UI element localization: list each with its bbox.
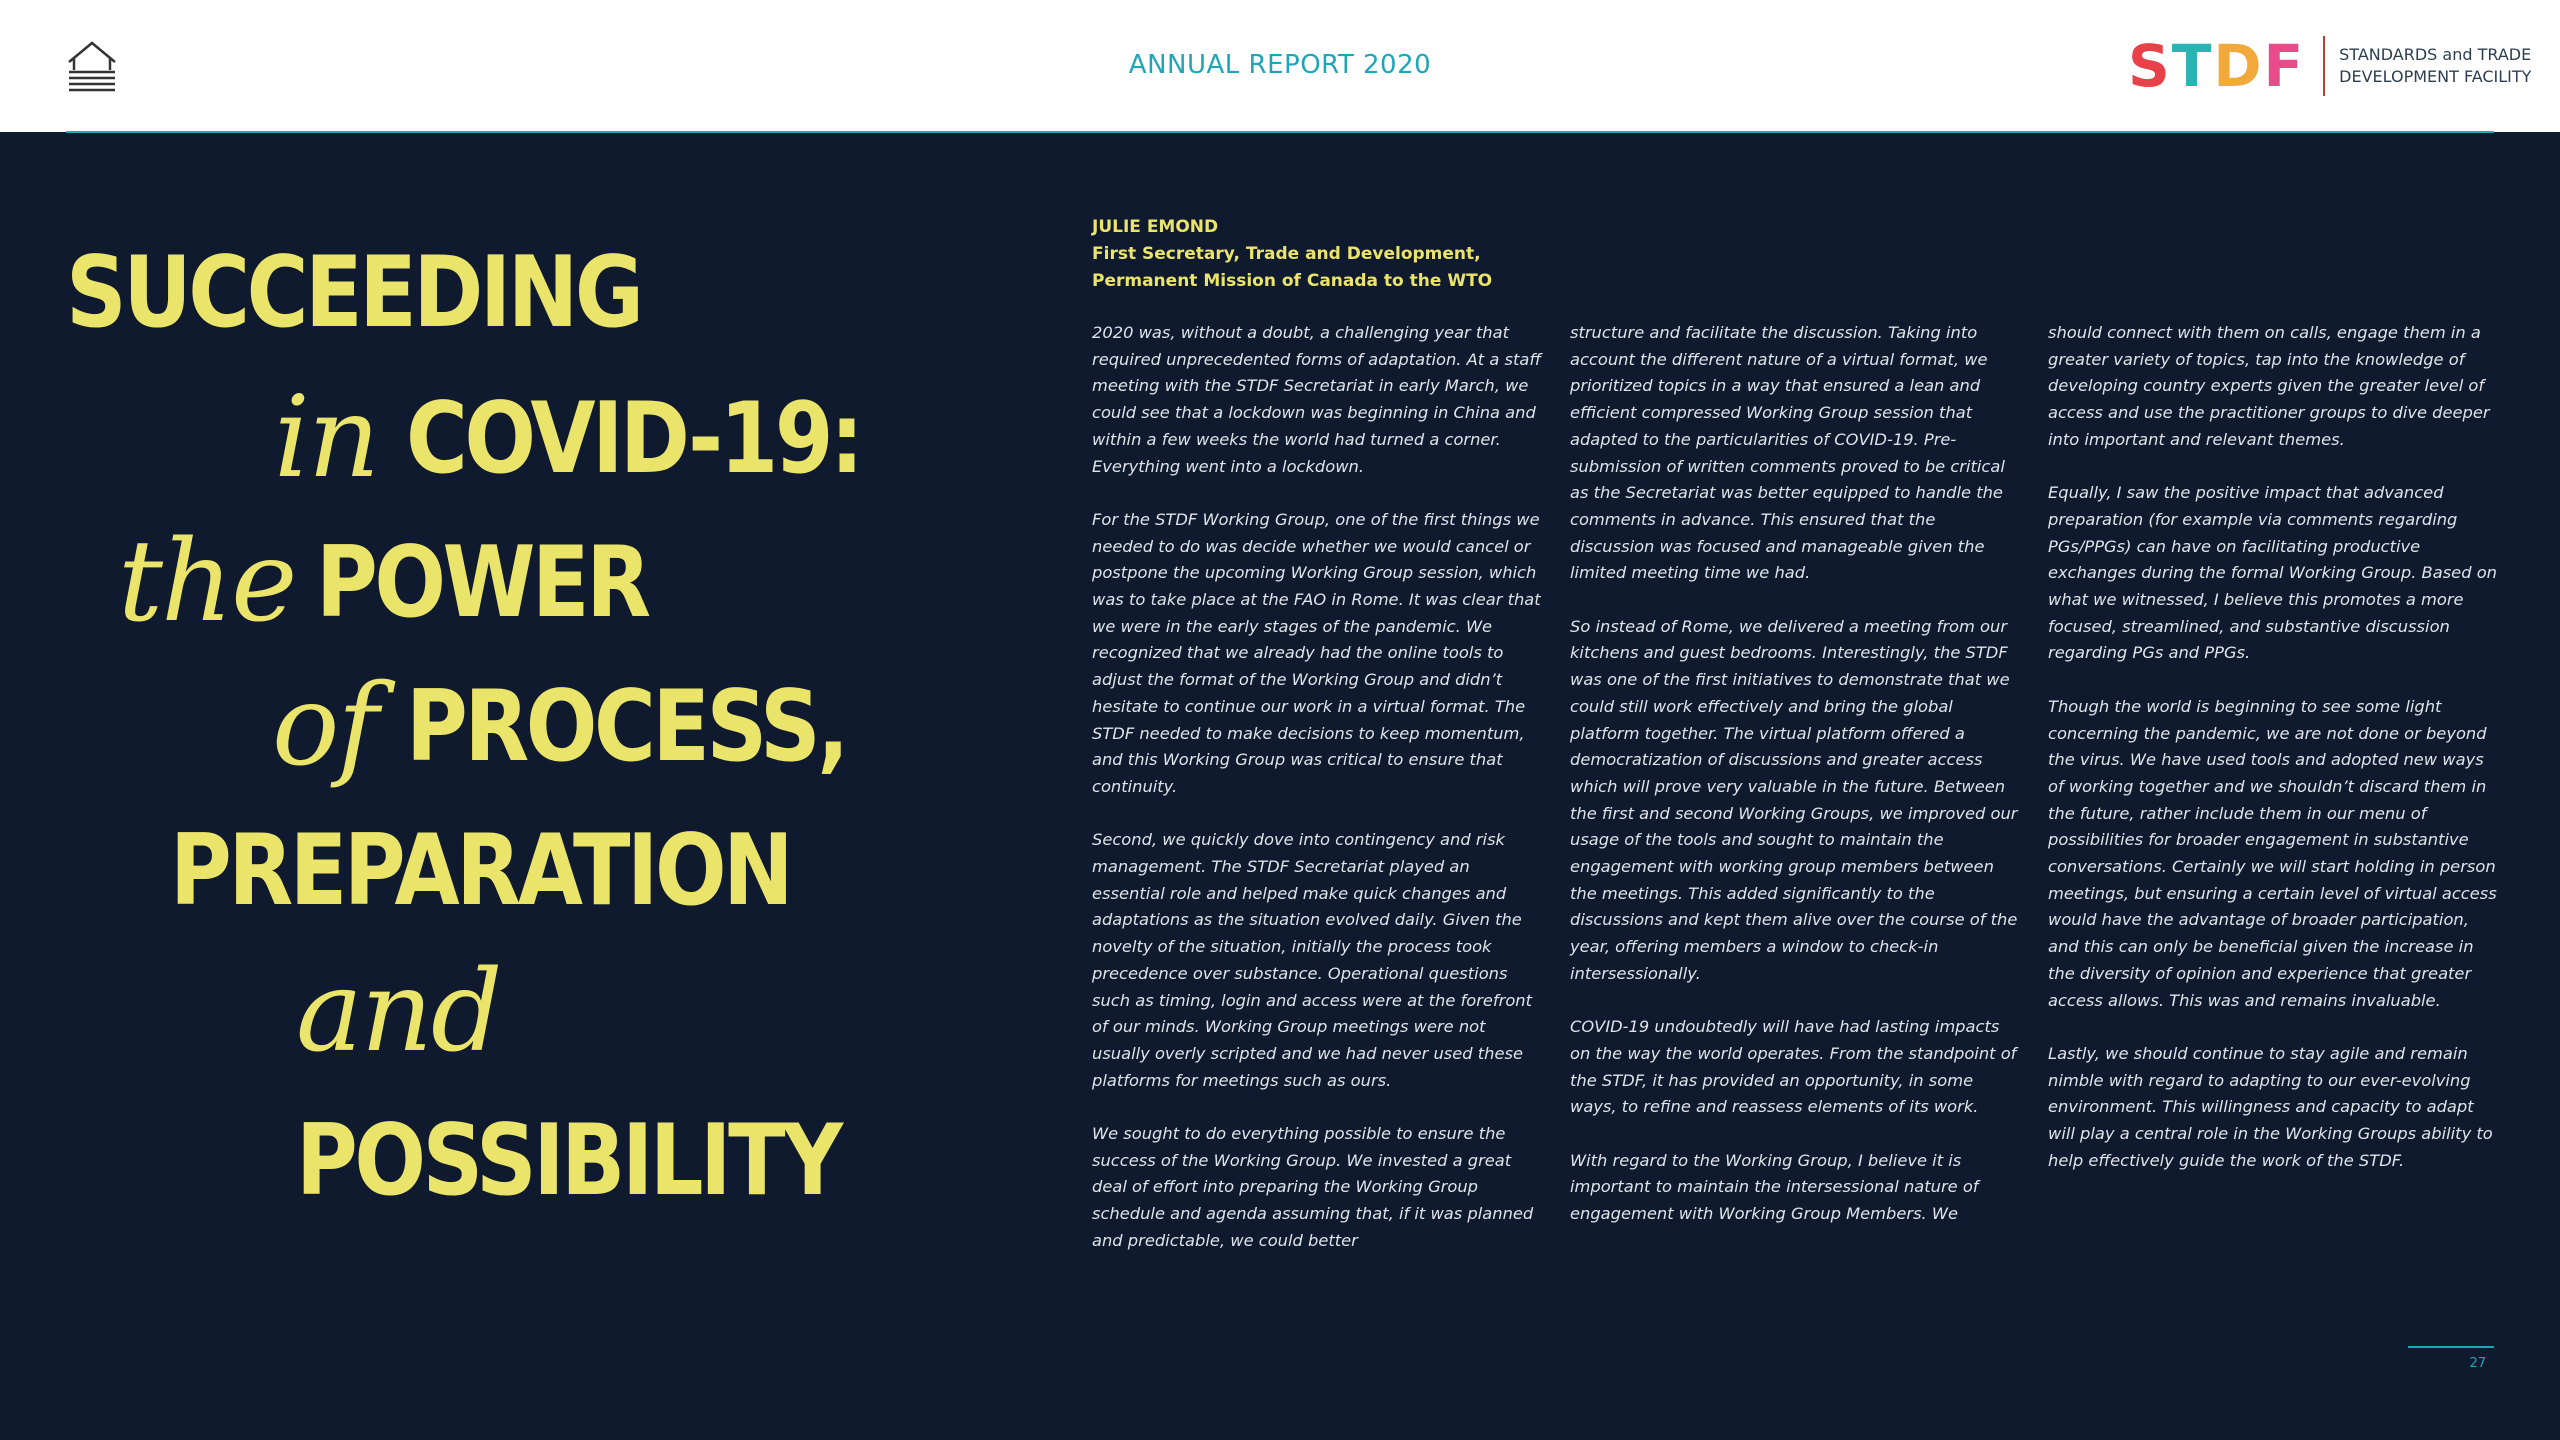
- page-number: 27: [2469, 1356, 2486, 1371]
- logo-name-line2: DEVELOPMENT FACILITY: [2339, 67, 2532, 86]
- paragraph: Equally, I saw the positive impact that advanced preparation (for example via comments regarding PGs/PPGs) can have on facilitating productive exchanges during the formal Working Group. Based on what we witnessed, I believe this promotes a more focused, streamlined, and substantive discussion regarding PGs and PPGs.: [2048, 483, 2497, 663]
- text-column-2: [1570, 320, 2020, 1255]
- headline-line-7: [296, 1104, 928, 1218]
- headline-word: PREPARATION: [170, 814, 791, 928]
- author-byline: [1092, 214, 1492, 295]
- paragraph: COVID-19 undoubtedly will have had lasting impacts on the way the world operates. From the standpoint of the STDF, it has provided an opportunity, in some ways, to refine and reassess elements of its work.: [1570, 1017, 2017, 1117]
- logo-letter: T: [2171, 32, 2214, 100]
- headline-line-3b: [316, 526, 702, 640]
- headline-line-2b: [406, 382, 934, 496]
- headline-line-2: [274, 373, 378, 503]
- logo-text: [2339, 44, 2531, 88]
- logo-divider: [2323, 36, 2325, 96]
- paragraph: Second, we quickly dove into contingency and risk management. The STDF Secretariat played an essential role and helped make quick changes and adaptations as the situation evolved daily. Given the novelty of the situation, initially the process took precedence over substance. Operational questions such as timing, login and access were at the forefront of our minds. Working Group meetings were not usually overly scripted and we had never used these platforms for meetings such as ours.: [1092, 830, 1532, 1090]
- paragraph: should connect with them on calls, engage them in a greater variety of topics, tap into the knowledge of developing country experts given the greater level of access and use the practitioner groups to dive deeper into important and relevant themes.: [2048, 323, 2490, 449]
- paragraph: structure and facilitate the discussion. Taking into account the different nature of a virtual format, we prioritized topics in a way that ensured a lean and efficient compressed Working Group session that adapted to the particularities of COVID-19. Pre-submission of written comments proved to be critical as the Secretariat was better equipped to handle the comments in advance. This ensured that the discussion was focused and manageable given the limited meeting time we had.: [1570, 323, 2005, 583]
- logo-letter: S: [2128, 32, 2172, 100]
- stdf-logo[interactable]: [2128, 34, 2531, 98]
- text-column-3: [2048, 320, 2498, 1201]
- headline-word: COVID-19:: [406, 382, 861, 496]
- paragraph: 2020 was, without a doubt, a challenging year that required unprecedented forms of adaptation. At a staff meeting with the STDF Secretariat in early March, we could see that a lockdown was beginning in China and within a few weeks the world had turned a corner. Everything went into a lockdown.: [1092, 323, 1542, 476]
- logo-letter: F: [2263, 32, 2306, 100]
- author-role-2: Permanent Mission of Canada to the WTO: [1092, 271, 1493, 291]
- headline-italic: of: [272, 661, 377, 791]
- paragraph: So instead of Rome, we delivered a meeting from our kitchens and guest bedrooms. Interestingly, the STDF was one of the first initiatives to demonstrate that we could still work effectively and bring the global platform together. The virtual platform offered a democratization of discussions and greater access which will prove very valuable in the future. Between the first and second Working Groups, we improved our usage of the tools and sought to maintain the engagement with working group members between the meetings. This added significantly to the discussions and kept them alive over the course of the year, offering members a window to check-in intersessionally.: [1570, 616, 2018, 983]
- paragraph: We sought to do everything possible to ensure the success of the Working Group. We invested a great deal of effort into preparing the Working Group schedule and agenda assuming that, if it was planned and predictable, we could better: [1092, 1124, 1534, 1250]
- author-role-1: First Secretary, Trade and Development,: [1092, 244, 1481, 264]
- headline-line-4: [272, 661, 377, 791]
- logo-letter: D: [2213, 32, 2264, 100]
- paragraph: Though the world is beginning to see some light concerning the pandemic, we are not done or beyond the virus. We have used tools and adopted new ways of working together and we shouldn’t discard them in the future, rather include them in our menu of possibilities for broader engagement in substantive conversations. Certainly we will start holding in person meetings, but ensuring a certain level of virtual access would have the advantage of broader participation, and this can only be beneficial given the increase in the diversity of opinion and experience that greater access allows. This was and remains invaluable.: [2048, 696, 2497, 1010]
- paragraph: With regard to the Working Group, I believe it is important to maintain the intersessional nature of engagement with Working Group Members. We: [1570, 1150, 1979, 1224]
- page-header: [0, 0, 2560, 132]
- headline-line-6: [296, 947, 501, 1077]
- headline-line-5: [170, 814, 891, 928]
- headline-word: POWER: [316, 526, 648, 640]
- headline-word: POSSIBILITY: [296, 1104, 840, 1218]
- headline-line-1: [66, 236, 734, 350]
- report-title: ANNUAL REPORT 2020: [1128, 50, 1432, 80]
- headline-line-4b: [406, 670, 917, 784]
- headline-italic: and: [296, 947, 501, 1077]
- header-divider: [66, 131, 2494, 133]
- headline-italic: in: [274, 373, 378, 503]
- paragraph: For the STDF Working Group, one of the first things we needed to do was decide whether we would cancel or postpone the upcoming Working Group session, which was to take place at the FAO in Rome. It was clear that we were in the early stages of the pandemic. We recognized that we already had the online tools to adjust the format of the Working Group and didn’t hesitate to continue our work in a virtual format. The STDF needed to make decisions to keep momentum, and this Working Group was critical to ensure that continuity.: [1092, 509, 1541, 796]
- headline-word: PROCESS,: [406, 670, 846, 784]
- headline-italic: the: [118, 517, 296, 647]
- text-column-1: [1092, 320, 1542, 1281]
- logo-mark: [2128, 32, 2306, 100]
- author-name: JULIE EMOND: [1092, 217, 1219, 237]
- paragraph: Lastly, we should continue to stay agile and remain nimble with regard to adapting to our ever-evolving environment. This willingness and capacity to adapt will play a central role in the Working Groups ability to help effectively guide the work of the STDF.: [2048, 1043, 2493, 1170]
- logo-name-line1: STANDARDS and TRADE: [2339, 45, 2532, 64]
- headline-word: SUCCEEDING: [66, 236, 641, 350]
- headline-line-3: [118, 517, 296, 647]
- page-number-rule: [2408, 1346, 2494, 1348]
